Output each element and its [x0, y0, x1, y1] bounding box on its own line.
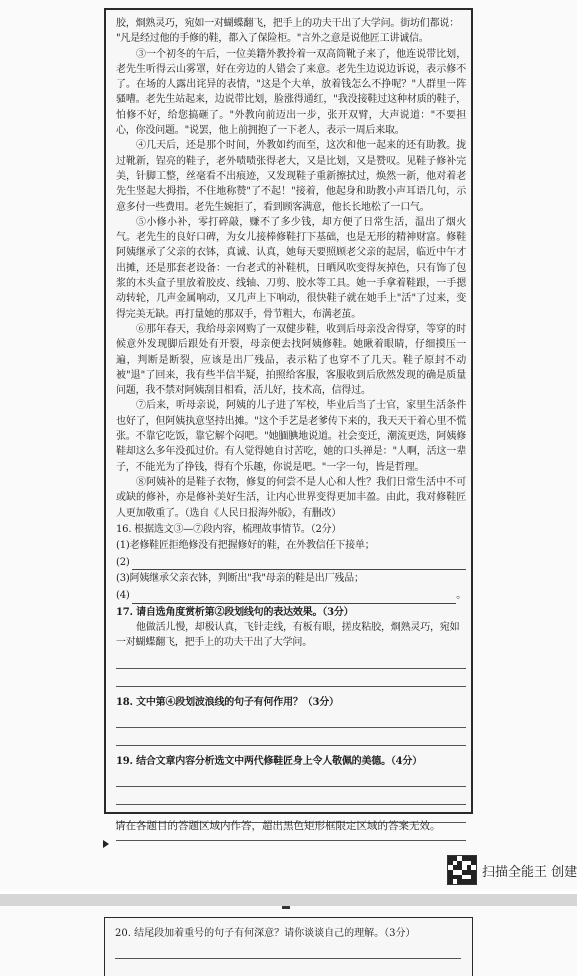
- question-16-item-2-label: (2): [116, 557, 130, 569]
- para-6: ⑥那年春天，我给母亲网购了一双健步鞋，收到后母亲没舍得穿，等穿的时候意外发现脚后跟处有开裂，母亲便去找阿姨修鞋。她瞅着眼睛，仔细摸压一遍，判断是断裂，应该是出厂残品，表示粘了也穿不了几天。鞋子原封不动被"退"了回来，我有些半信半疑，拍照给客服，客服收到后欣然发现的确是质量问题，我不禁对阿姨刮目相看，活儿好，技术高，信得过。: [116, 323, 466, 397]
- para-5: ⑤小修小补，零打碎敲，赚不了多少钱，却方便了日常生活，温出了烟火气。老先生的良好口碑，为女儿接棒修鞋打下基础，也是无形的精神财富。修鞋阿姨继承了父亲的衣钵，真诚、认真，她每天要照顾老父亲的起居，临近中午才出摊，还是那套老设备：一台老式的补鞋机，日晒风吹变得灰掉色，只有饰了包浆的木头盒子里放着胶皮、线轴、刀剪、胶水等工具。她一手拿着鞋跟，一手摁动转轮，几声金属响动，又几声上下响动，很快鞋子就在她手上"活"了过来，变得完美无缺。再打量她的那双手，骨节粗大，布满老茧。: [116, 216, 466, 320]
- question-16-item-4-label: (4): [116, 590, 130, 602]
- question-20: 20. 结尾段加着重号的句子有何深意？请你谈谈自己的理解。（3分）: [115, 928, 416, 939]
- answer-blank-16-2[interactable]: [132, 557, 466, 570]
- question-16: 16. 根据选文③—⑦段内容，梳理故事情节。（2分）: [116, 523, 342, 535]
- para-8: [116, 475, 466, 521]
- question-19: 19. 结合文章内容分析选文中两代修鞋匠身上令人敬佩的美德。（4分）: [116, 755, 423, 767]
- article-source: （选自《人民日报海外版》，有删改）: [184, 507, 342, 519]
- question-18: 18. 文中第④段划波浪线的句子有何作用？（3分）: [116, 696, 339, 708]
- answer-line-20-1[interactable]: [115, 958, 461, 959]
- answer-line-18-1[interactable]: [116, 710, 466, 728]
- qr-code-icon: [447, 855, 477, 885]
- answer-line-19-2[interactable]: [116, 787, 466, 805]
- question-16-item-4-row: [116, 587, 466, 604]
- question-16-item-3: (3)阿姨继承父亲衣钵，判断出"我"母亲的鞋是出厂残品；: [116, 573, 364, 585]
- para-1-quote: "凡是经过他的手修的鞋，都入了保险柜。"言外之意是说他匠工讲诚信。: [116, 33, 429, 45]
- para-3: ③一个初冬的午后，一位美籍外教拎着一双高筒靴子来了，他连说带比划，老先生听得云山雾罩，好在旁边的人错会了来意。老先生边说边诉说，表示修不了。在场的人露出诧异的表情，"这是个大单，放着钱怎么不挣呢？"人群里一阵骚嘈。老先生站起来，边说带比划，脸涨得通红，"我没接鞋过这种材质的鞋子，怕修不好，给您搞砸了。"外教向前迈出一步，张开双臂，大声说道："不要担心，你没问题。"说罢，他上前拥抱了一下老人，表示一周后来取。: [116, 48, 466, 137]
- question-16-item-1: (1)老修鞋匠拒绝修没有把握修好的鞋，在外教信任下接单；: [116, 540, 375, 552]
- page-separator: [0, 894, 577, 906]
- answer-line-17-2[interactable]: [116, 669, 466, 687]
- answer-line-18-2[interactable]: [116, 728, 466, 746]
- answer-area-frame-2: [104, 917, 473, 976]
- question-16-item-4-end: 。: [456, 590, 466, 602]
- para-1-tail: 胶，烱熟灵巧，宛如一对蝴蝶翻飞，把手上的功夫干出了大学问。街坊们都说：: [116, 18, 459, 29]
- answer-area-frame: [104, 8, 473, 814]
- answer-line-17-1[interactable]: [116, 651, 466, 669]
- para-7: ⑦后来，听母亲说，阿姨的儿子进了军校，毕业后当了士官，家里生活条件也好了，但阿姨执意坚持出摊。"这个手艺是老爹传下来的，我天天干着心里不慌张。不靠它吃饭，靠它解个闷吧。"她腼腆地说道。社会变迁，潮流更迭，阿姨修鞋却这么多年没孤过价。有人觉得她自讨苦吃，她的口头禅是："人啊，活这一辈子，不能光为了挣钱，得有个乐趣，你说是吧。"一字一句，皆是哲理。: [116, 400, 466, 473]
- watermark-text: 扫描全能王 创建: [482, 864, 577, 880]
- para-4: ④几天后，还是那个时间，外教如约而至，这次和他一起来的还有助教。拢过靴新，锃亮的鞋子，老外啧啧张得老大，又是比划，又是赞叹。见鞋子修补完美，针脚工整，丝毫看不出痕迹，又发现鞋子重新擦拭过，焕然一新，他对着老先生竖起大拇指，不住地称赞"了不起！"接着，他起身和助教小声耳语几句，示意多付一些费用。老先生婉拒了，看到顾客满意，他长长地松了一口气。: [116, 140, 466, 213]
- answer-area-notice: 请在各题目的答题区域内作答，超出黑色矩形框限定区域的答案无效。: [115, 820, 441, 832]
- answer-line-19-1[interactable]: [116, 769, 466, 787]
- question-17: 17. 请自选角度赏析第②段划线句的表达效果。（3分）: [116, 606, 354, 618]
- para-8-text: ⑧阿姨补的是鞋子衣物，修复的何尝不是人心和人性？我们日常生活中不可或缺的修补，亦是修补美好生活，让内心世界变得更加丰盈。由此，我对修鞋匠人更加敬重了。: [116, 476, 466, 519]
- page-separator-mark: [282, 906, 290, 909]
- question-16-item-2-row: [116, 553, 466, 570]
- arrow-cursor-icon: [103, 840, 109, 848]
- scanner-watermark: [447, 854, 577, 886]
- article-and-questions: [116, 16, 466, 841]
- scanned-page-two: [0, 906, 577, 976]
- answer-blank-16-4[interactable]: [132, 591, 457, 604]
- question-17-quote: 他做活儿慢，却极认真，飞针走线，有板有眼，搓皮粘胶，烱熟灵巧，宛如一对蝴蝶翻飞，把手上的功夫干出了大学问。: [116, 621, 460, 649]
